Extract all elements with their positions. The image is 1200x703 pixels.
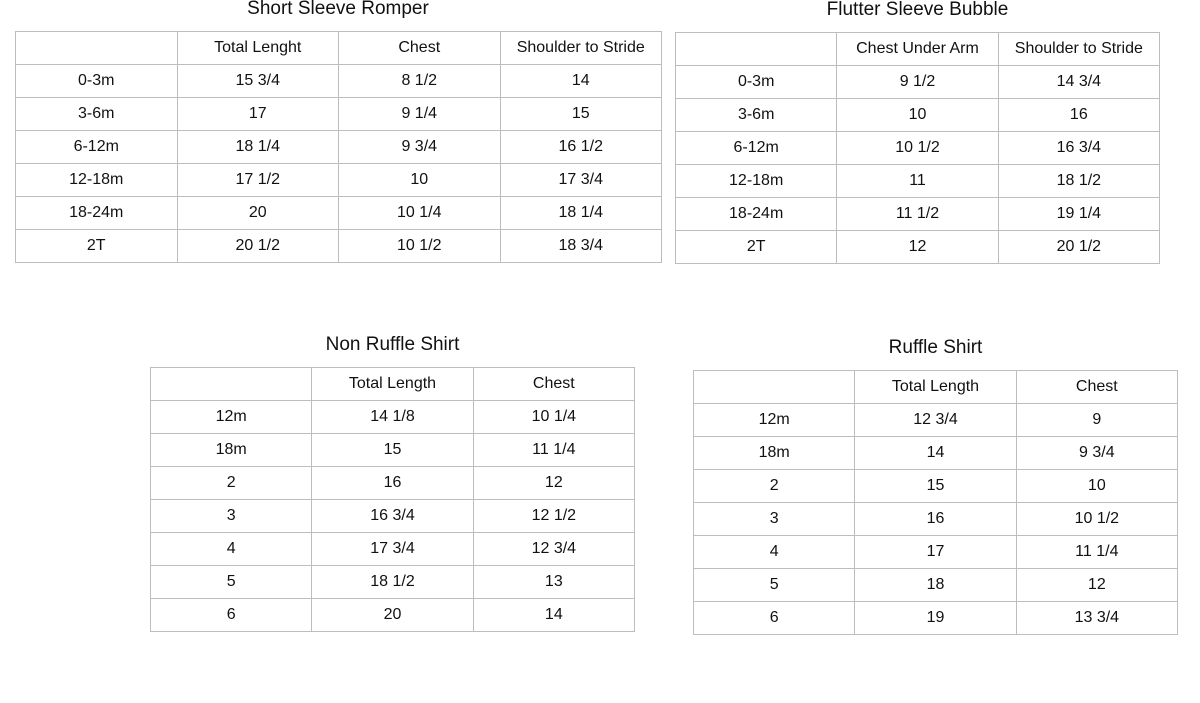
measurement-cell: 18 3/4 bbox=[500, 230, 662, 263]
size-label-cell: 3-6m bbox=[16, 98, 178, 131]
measurement-cell: 14 3/4 bbox=[998, 66, 1159, 99]
table-row bbox=[676, 165, 1160, 198]
column-header: Chest Under Arm bbox=[837, 33, 998, 66]
size-label-cell: 4 bbox=[694, 536, 855, 569]
measurement-cell: 11 1/4 bbox=[473, 434, 634, 467]
measurement-cell: 16 bbox=[855, 503, 1016, 536]
measurement-cell: 16 3/4 bbox=[312, 500, 473, 533]
measurement-cell: 9 bbox=[1016, 404, 1177, 437]
size-label-cell: 12m bbox=[151, 401, 312, 434]
table-row bbox=[16, 197, 662, 230]
table-row bbox=[16, 230, 662, 263]
measurement-cell: 18 1/4 bbox=[500, 197, 662, 230]
measurement-cell: 9 3/4 bbox=[339, 131, 501, 164]
size-label-cell: 2 bbox=[694, 470, 855, 503]
size-label-cell: 12-18m bbox=[676, 165, 837, 198]
size-label-cell: 18m bbox=[694, 437, 855, 470]
header-row bbox=[694, 371, 1178, 404]
flutter-sleeve-bubble-title: Flutter Sleeve Bubble bbox=[826, 0, 1009, 20]
measurement-cell: 12 3/4 bbox=[473, 533, 634, 566]
measurement-cell: 10 1/4 bbox=[473, 401, 634, 434]
measurement-cell: 16 3/4 bbox=[998, 132, 1159, 165]
measurement-cell: 15 bbox=[500, 98, 662, 131]
table-row bbox=[694, 569, 1178, 602]
table-row bbox=[16, 131, 662, 164]
short-sleeve-romper-title: Short Sleeve Romper bbox=[247, 0, 429, 19]
table-row bbox=[151, 500, 635, 533]
measurement-cell: 10 1/2 bbox=[339, 230, 501, 263]
flutter-sleeve-bubble-table bbox=[675, 32, 1160, 264]
measurement-cell: 8 1/2 bbox=[339, 65, 501, 98]
measurement-cell: 9 1/2 bbox=[837, 66, 998, 99]
measurement-cell: 12 1/2 bbox=[473, 500, 634, 533]
table-row bbox=[676, 231, 1160, 264]
table-row bbox=[676, 99, 1160, 132]
measurement-cell: 11 1/2 bbox=[837, 198, 998, 231]
column-header: Shoulder to Stride bbox=[998, 33, 1159, 66]
table-row bbox=[694, 404, 1178, 437]
measurement-cell: 12 bbox=[1016, 569, 1177, 602]
column-header bbox=[694, 371, 855, 404]
table-row bbox=[16, 65, 662, 98]
size-label-cell: 6-12m bbox=[676, 132, 837, 165]
size-label-cell: 3 bbox=[694, 503, 855, 536]
measurement-cell: 17 3/4 bbox=[312, 533, 473, 566]
table-row bbox=[694, 536, 1178, 569]
measurement-cell: 9 3/4 bbox=[1016, 437, 1177, 470]
table-row bbox=[676, 66, 1160, 99]
measurement-cell: 16 bbox=[998, 99, 1159, 132]
measurement-cell: 17 1/2 bbox=[177, 164, 339, 197]
size-label-cell: 18-24m bbox=[676, 198, 837, 231]
measurement-cell: 10 1/2 bbox=[1016, 503, 1177, 536]
measurement-cell: 12 bbox=[473, 467, 634, 500]
measurement-cell: 14 1/8 bbox=[312, 401, 473, 434]
size-label-cell: 2T bbox=[16, 230, 178, 263]
measurement-cell: 10 1/4 bbox=[339, 197, 501, 230]
measurement-cell: 14 bbox=[473, 599, 634, 632]
measurement-cell: 12 3/4 bbox=[855, 404, 1016, 437]
measurement-cell: 16 bbox=[312, 467, 473, 500]
size-label-cell: 6 bbox=[694, 602, 855, 635]
size-label-cell: 0-3m bbox=[16, 65, 178, 98]
table-row bbox=[151, 467, 635, 500]
column-header: Total Length bbox=[855, 371, 1016, 404]
column-header: Chest bbox=[1016, 371, 1177, 404]
measurement-cell: 10 bbox=[1016, 470, 1177, 503]
measurement-cell: 13 bbox=[473, 566, 634, 599]
column-header bbox=[16, 32, 178, 65]
table-row bbox=[676, 198, 1160, 231]
table-row bbox=[151, 434, 635, 467]
table-row bbox=[676, 132, 1160, 165]
size-label-cell: 2 bbox=[151, 467, 312, 500]
size-label-cell: 3-6m bbox=[676, 99, 837, 132]
header-row bbox=[16, 32, 662, 65]
column-header: Chest bbox=[339, 32, 501, 65]
table-row bbox=[694, 470, 1178, 503]
measurement-cell: 17 3/4 bbox=[500, 164, 662, 197]
measurement-cell: 10 bbox=[339, 164, 501, 197]
measurement-cell: 14 bbox=[500, 65, 662, 98]
table-row bbox=[694, 602, 1178, 635]
measurement-cell: 18 1/4 bbox=[177, 131, 339, 164]
measurement-cell: 19 1/4 bbox=[998, 198, 1159, 231]
non-ruffle-shirt-title: Non Ruffle Shirt bbox=[325, 334, 460, 355]
measurement-cell: 15 3/4 bbox=[177, 65, 339, 98]
measurement-cell: 13 3/4 bbox=[1016, 602, 1177, 635]
measurement-cell: 15 bbox=[855, 470, 1016, 503]
header-row bbox=[676, 33, 1160, 66]
non-ruffle-shirt-table bbox=[150, 367, 635, 632]
measurement-cell: 20 1/2 bbox=[998, 231, 1159, 264]
size-label-cell: 5 bbox=[151, 566, 312, 599]
measurement-cell: 15 bbox=[312, 434, 473, 467]
column-header: Shoulder to Stride bbox=[500, 32, 662, 65]
measurement-cell: 10 bbox=[837, 99, 998, 132]
measurement-cell: 19 bbox=[855, 602, 1016, 635]
column-header: Chest bbox=[473, 368, 634, 401]
measurement-cell: 20 bbox=[312, 599, 473, 632]
measurement-cell: 20 1/2 bbox=[177, 230, 339, 263]
measurement-cell: 11 bbox=[837, 165, 998, 198]
size-label-cell: 18m bbox=[151, 434, 312, 467]
measurement-cell: 14 bbox=[855, 437, 1016, 470]
table-row bbox=[151, 533, 635, 566]
size-label-cell: 2T bbox=[676, 231, 837, 264]
measurement-cell: 16 1/2 bbox=[500, 131, 662, 164]
size-label-cell: 6 bbox=[151, 599, 312, 632]
column-header bbox=[151, 368, 312, 401]
short-sleeve-romper-table bbox=[15, 31, 662, 263]
measurement-cell: 20 bbox=[177, 197, 339, 230]
size-label-cell: 12-18m bbox=[16, 164, 178, 197]
column-header bbox=[676, 33, 837, 66]
table-row bbox=[151, 401, 635, 434]
size-label-cell: 6-12m bbox=[16, 131, 178, 164]
measurement-cell: 18 1/2 bbox=[998, 165, 1159, 198]
table-row bbox=[694, 437, 1178, 470]
measurement-cell: 12 bbox=[837, 231, 998, 264]
column-header: Total Lenght bbox=[177, 32, 339, 65]
measurement-cell: 11 1/4 bbox=[1016, 536, 1177, 569]
ruffle-shirt-table bbox=[693, 370, 1178, 635]
table-row bbox=[151, 566, 635, 599]
measurement-cell: 10 1/2 bbox=[837, 132, 998, 165]
size-label-cell: 0-3m bbox=[676, 66, 837, 99]
measurement-cell: 17 bbox=[177, 98, 339, 131]
header-row bbox=[151, 368, 635, 401]
measurement-cell: 9 1/4 bbox=[339, 98, 501, 131]
size-label-cell: 4 bbox=[151, 533, 312, 566]
table-row bbox=[16, 98, 662, 131]
table-row bbox=[694, 503, 1178, 536]
measurement-cell: 18 1/2 bbox=[312, 566, 473, 599]
table-row bbox=[151, 599, 635, 632]
table-row bbox=[16, 164, 662, 197]
measurement-cell: 18 bbox=[855, 569, 1016, 602]
ruffle-shirt-title: Ruffle Shirt bbox=[888, 337, 983, 358]
size-label-cell: 3 bbox=[151, 500, 312, 533]
column-header: Total Length bbox=[312, 368, 473, 401]
size-label-cell: 5 bbox=[694, 569, 855, 602]
size-label-cell: 18-24m bbox=[16, 197, 178, 230]
measurement-cell: 17 bbox=[855, 536, 1016, 569]
size-label-cell: 12m bbox=[694, 404, 855, 437]
